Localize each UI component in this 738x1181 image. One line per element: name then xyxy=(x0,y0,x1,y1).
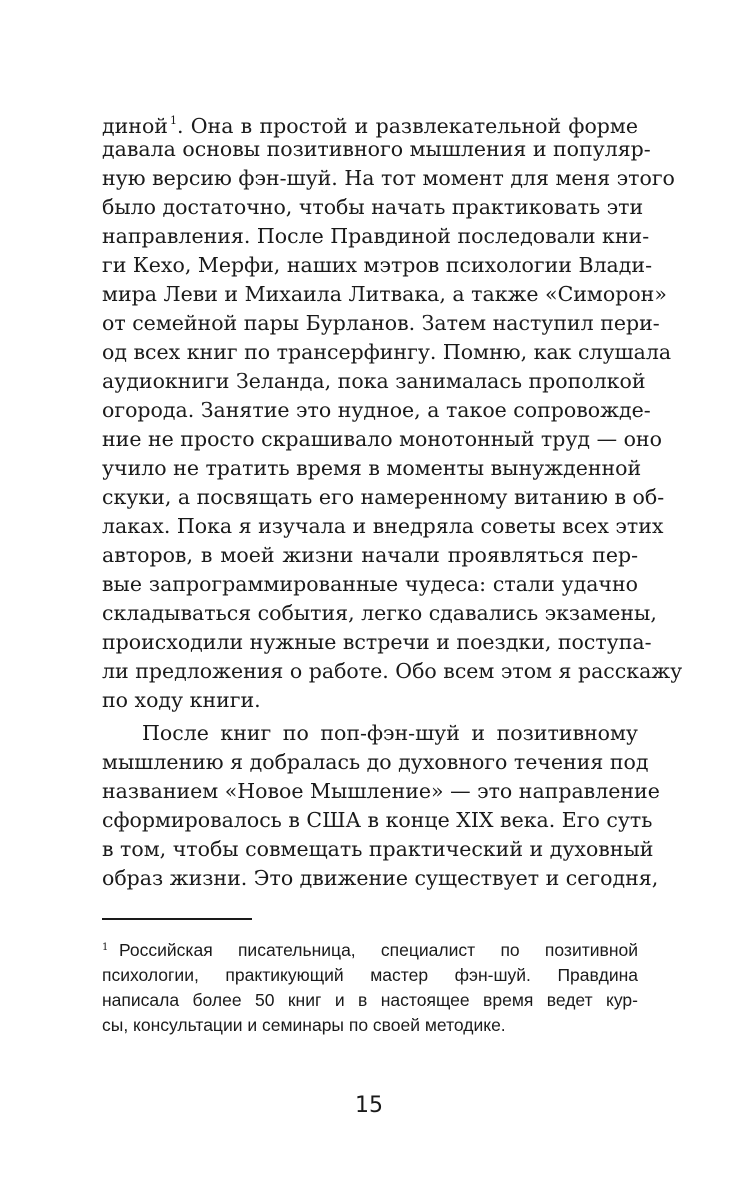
body-line: было достаточно, чтобы начать практиковать эти xyxy=(102,195,644,219)
body-line: мышлению я добралась до духовного течения под xyxy=(102,750,649,774)
body-line: огорода. Занятие это нудное, а такое сопровожде- xyxy=(102,398,651,422)
body-line: ную версию фэн-шуй. На тот момент для меня этого xyxy=(102,166,675,190)
footnote-reference[interactable]: 1 xyxy=(169,114,177,127)
body-line: от семейной пары Бурланов. Затем наступил пери- xyxy=(102,311,660,335)
body-line: ние не просто скрашивало монотонный труд — оно xyxy=(102,427,662,451)
body-line: сформировалось в США в конце XIX века. Его суть xyxy=(102,808,653,832)
body-line: ги Кехо, Мерфи, наших мэтров психологии Влади- xyxy=(102,253,652,277)
footnote-line: психологии, практикующий мастер фэн-шуй. Правдина xyxy=(102,965,638,985)
body-line: складываться события, легко сдавались экзамены, xyxy=(102,601,657,625)
footnote-marker: 1 xyxy=(102,942,109,953)
body-line: вые запрограммированные чудеса: стали удачно xyxy=(102,572,638,596)
body-line: происходили нужные встречи и поездки, поступа- xyxy=(102,630,652,654)
body-line: аудиокниги Зеланда, пока занималась прополкой xyxy=(102,369,646,393)
body-line: в том, чтобы совмещать практический и духовный xyxy=(102,837,654,861)
page-number: 15 xyxy=(355,1093,383,1118)
body-line: направления. После Правдиной последовали кни- xyxy=(102,224,650,248)
body-line: лаках. Пока я изучала и внедряла советы всех этих xyxy=(102,514,664,538)
body-line: по ходу книги. xyxy=(102,688,261,712)
body-line: образ жизни. Это движение существует и сегодня, xyxy=(102,866,659,890)
footnote-line: сы, консультации и семинары по своей методике. xyxy=(102,1015,506,1035)
body-line-start: диной xyxy=(102,114,168,138)
body-line: скуки, а посвящать его намеренному витанию в об- xyxy=(102,485,665,509)
body-line: ли предложения о работе. Обо всем этом я расскажу xyxy=(102,659,683,683)
body-line: од всех книг по трансерфингу. Помню, как слушала xyxy=(102,340,672,364)
body-line: названием «Новое Мышление» — это направление xyxy=(102,779,660,803)
body-line: учило не тратить время в моменты вынужденной xyxy=(102,456,642,480)
body-line-end: . Она в простой и развлекательной форме xyxy=(176,114,638,138)
body-line: давала основы позитивного мышления и популяр- xyxy=(102,137,651,161)
footnote-line: Российская писательница, специалист по позитивной xyxy=(119,940,638,960)
body-line: мира Леви и Михаила Литвака, а также «Симорон» xyxy=(102,282,667,306)
body-line: авторов, в моей жизни начали проявляться пер- xyxy=(102,543,638,567)
footnote-separator xyxy=(102,918,252,920)
footnote-line: написала более 50 книг и в настоящее время ведет кур- xyxy=(102,990,638,1010)
body-line: После книг по поп-фэн-шуй и позитивному xyxy=(142,721,638,745)
